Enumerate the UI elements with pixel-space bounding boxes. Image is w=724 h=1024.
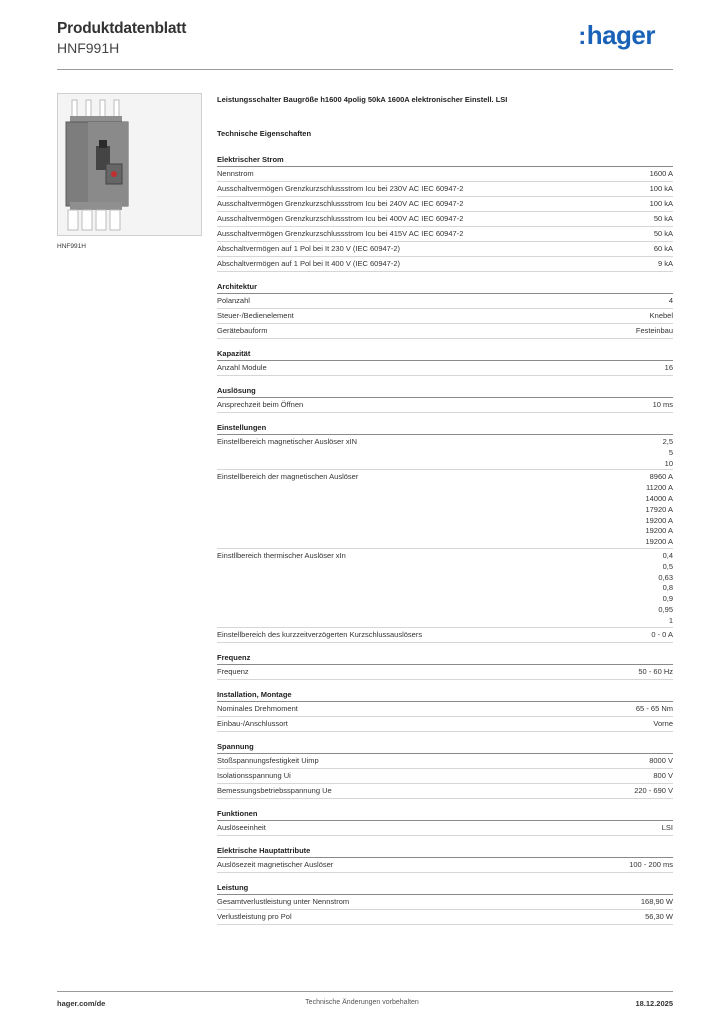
spec-label: Gerätebauform: [217, 326, 268, 335]
spec-value: 50 - 60 Hz: [638, 666, 673, 676]
spec-row: [217, 910, 673, 925]
spec-value: 0 - 0 A: [651, 629, 673, 639]
spec-value: Festeinbau: [635, 326, 673, 335]
spec-row: [217, 324, 673, 339]
group-title: Elektrischer Strom: [217, 155, 673, 167]
spec-label: Frequenz: [217, 666, 249, 676]
spec-row: [217, 212, 673, 227]
spec-value: 100 kA: [649, 184, 673, 193]
spec-value-item: 14000 A: [645, 493, 673, 503]
spec-value: 1600 A: [649, 169, 673, 178]
spec-row: [217, 361, 673, 376]
group-title: Frequenz: [217, 653, 673, 665]
product-description: Leistungsschalter Baugröße h1600 4polig 50kA 1600A elektronischer Einstell. LSI: [217, 95, 508, 104]
spec-label: Einbau-/Anschlussort: [217, 718, 288, 728]
spec-row: [217, 717, 673, 732]
spec-row: [217, 309, 673, 324]
spec-row: [217, 294, 673, 309]
spec-value: 16: [664, 363, 673, 372]
specifications: [217, 95, 673, 935]
spec-value: 220 - 690 V: [634, 785, 673, 795]
hager-logo: :hager: [578, 20, 655, 50]
spec-value: 60 kA: [653, 244, 673, 253]
spec-value: 50 kA: [653, 214, 673, 223]
spec-row: [217, 257, 673, 272]
spec-row: [217, 242, 673, 257]
spec-value-item: 10: [664, 458, 673, 468]
spec-row: [217, 702, 673, 717]
product-image: [57, 93, 202, 236]
spec-group: [217, 653, 673, 680]
footer-divider: [57, 991, 673, 992]
spec-value-item: 19200 A: [645, 515, 673, 525]
spec-group: [217, 742, 673, 799]
spec-value-item: 2,5: [662, 437, 673, 446]
spec-row: [217, 665, 673, 680]
spec-row: [217, 858, 673, 873]
spec-label: Abschaltvermögen auf 1 Pol bei It 230 V (IEC 60947-2): [217, 244, 401, 253]
spec-label: Ausschaltvermögen Grenzkurzschlussstrom Icu bei 240V AC IEC 60947-2: [217, 199, 464, 208]
spec-value: 56,30 W: [645, 911, 673, 921]
spec-row: [217, 435, 673, 470]
spec-label: Verlustleistung pro Pol: [217, 911, 292, 921]
spec-value-item: 19200 A: [645, 537, 673, 547]
spec-value: 65 - 65 Nm: [635, 703, 673, 713]
spec-value-item: 0,9: [662, 594, 673, 604]
spec-group: [217, 846, 673, 873]
spec-label: Einstllbereich thermischer Auslöser xIn: [217, 550, 346, 560]
spec-row: [217, 197, 673, 212]
spec-label: Anzahl Module: [217, 363, 267, 372]
spec-value: Vorne: [653, 718, 673, 728]
footer-note: Technische Änderungen vorbehalten: [305, 999, 419, 1006]
spec-label: Einstellbereich des kurzzeitverzögerten Kurzschlussauslösers: [217, 629, 423, 639]
image-caption: HNF991H: [57, 243, 86, 250]
spec-value: 100 - 200 ms: [629, 859, 673, 869]
spec-label: Ausschaltvermögen Grenzkurzschlussstrom Icu bei 415V AC IEC 60947-2: [217, 229, 464, 238]
group-title: Installation, Montage: [217, 690, 673, 702]
spec-value: 10 ms: [652, 400, 673, 409]
spec-value: 4: [668, 296, 673, 305]
spec-value: 100 kA: [649, 199, 673, 208]
page-header: [57, 20, 673, 70]
spec-value-item: 0,8: [662, 583, 673, 593]
spec-group: [217, 423, 673, 643]
spec-value: [658, 551, 673, 627]
group-title: Elektrische Hauptattribute: [217, 846, 673, 858]
spec-value-item: 1: [668, 615, 673, 625]
footer-website[interactable]: hager.com/de: [57, 999, 106, 1008]
spec-value-item: 19200 A: [645, 526, 673, 536]
spec-label: Gesamtverlustleistung unter Nennstrom: [217, 896, 350, 906]
group-title: Auslösung: [217, 386, 673, 398]
spec-groups: [217, 155, 673, 925]
spec-label: Polanzahl: [217, 296, 250, 305]
group-title: Leistung: [217, 883, 673, 895]
spec-group: [217, 386, 673, 413]
spec-group: [217, 155, 673, 272]
group-title: Kapazität: [217, 349, 673, 361]
spec-label: Einstellbereich magnetischer Auslöser xIN: [217, 437, 358, 446]
footer-date: 18.12.2025: [635, 999, 673, 1008]
spec-label: Ansprechzeit beim Öffnen: [217, 400, 304, 409]
spec-value: [645, 472, 673, 548]
spec-value-item: 5: [668, 447, 673, 457]
spec-label: Isolationsspannung Ui: [217, 770, 291, 780]
spec-label: Auslösezeit magnetischer Auslöser: [217, 859, 334, 869]
spec-label: Bemessungsbetriebsspannung Ue: [217, 785, 332, 795]
spec-row: [217, 549, 673, 628]
spec-group: [217, 282, 673, 339]
spec-label: Steuer-/Bedienelement: [217, 311, 294, 320]
spec-label: Ausschaltvermögen Grenzkurzschlussstrom Icu bei 230V AC IEC 60947-2: [217, 184, 464, 193]
header-divider: [57, 69, 673, 70]
group-title: Funktionen: [217, 809, 673, 821]
spec-value-item: 0,95: [658, 604, 673, 614]
spec-row: [217, 182, 673, 197]
spec-value: 9 kA: [657, 259, 673, 268]
spec-row: [217, 398, 673, 413]
spec-value-item: 8960 A: [649, 472, 673, 482]
group-title: Architektur: [217, 282, 673, 294]
circuit-breaker-illustration: [58, 94, 201, 235]
spec-row: [217, 784, 673, 799]
spec-row: [217, 769, 673, 784]
spec-row: [217, 754, 673, 769]
spec-row: [217, 167, 673, 182]
spec-value: 50 kA: [653, 229, 673, 238]
spec-value-item: 17920 A: [645, 504, 673, 514]
spec-value-item: 0,4: [662, 550, 673, 560]
spec-label: Einstellbereich der magnetischen Auslöser: [217, 472, 359, 482]
spec-value-item: 11200 A: [646, 483, 673, 493]
spec-value-item: 0,5: [662, 561, 673, 571]
spec-group: [217, 690, 673, 732]
spec-value-item: 0,63: [658, 572, 673, 582]
spec-label: Nominales Drehmoment: [217, 703, 298, 713]
spec-group: [217, 349, 673, 376]
spec-row: [217, 895, 673, 910]
spec-value: LSI: [661, 822, 673, 832]
spec-value: [663, 437, 673, 469]
article-number: HNF991H: [57, 40, 120, 56]
tech-properties-heading: Technische Eigenschaften: [217, 129, 312, 138]
spec-value: 800 V: [653, 770, 673, 780]
spec-row: [217, 470, 673, 549]
spec-row: [217, 821, 673, 836]
spec-label: Ausschaltvermögen Grenzkurzschlussstrom Icu bei 400V AC IEC 60947-2: [217, 214, 464, 223]
document-title: Produktdatenblatt: [57, 20, 187, 37]
spec-group: [217, 883, 673, 925]
spec-value: 8000 V: [649, 755, 673, 765]
spec-group: [217, 809, 673, 836]
spec-label: Nennstrom: [217, 169, 254, 178]
spec-label: Auslöseeinheit: [217, 822, 266, 832]
group-title: Spannung: [217, 742, 673, 754]
spec-value: Knebel: [649, 311, 673, 320]
group-title: Einstellungen: [217, 423, 673, 435]
spec-row: [217, 227, 673, 242]
spec-row: [217, 628, 673, 643]
spec-label: Abschaltvermögen auf 1 Pol bei It 400 V (IEC 60947-2): [217, 259, 401, 268]
spec-value: 168,90 W: [640, 896, 673, 906]
spec-label: Stoßspannungsfestigkeit Uimp: [217, 755, 319, 765]
